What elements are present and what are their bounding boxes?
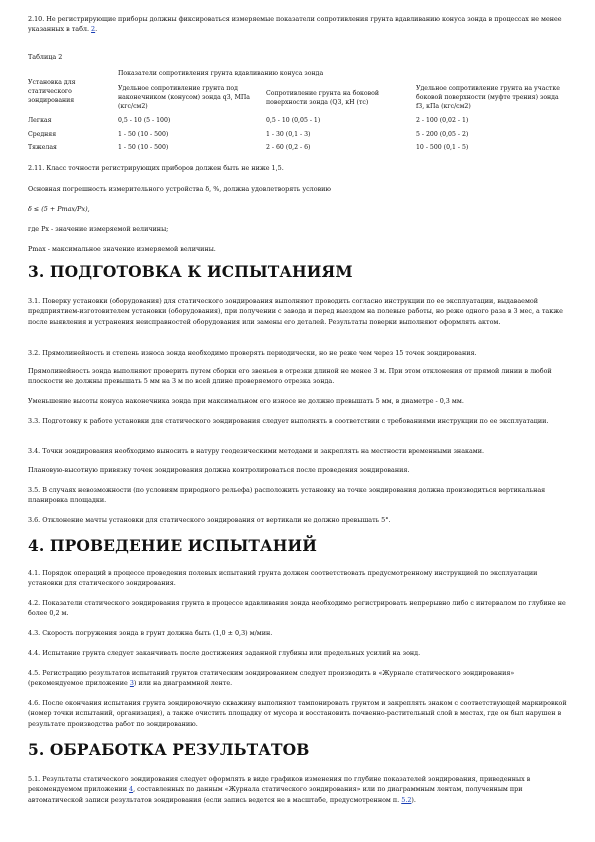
- paragraph-4-3: 4.3. Скорость погружения зонда в грунт должна быть (1,0 ± 0,3) м/мин.: [28, 629, 273, 637]
- table-cell: Средняя: [28, 131, 57, 138]
- paragraph-5-1: 5.1. Результаты статического зондирования следует оформлять в виде графиков изменения по глубине показателей зондирования, приведенных в рекомендуемом приложении 4, составленных по данным «Журнала статического зондирования» или по диаграммным лентам, полученным при автоматической записи результатов зондирования (если запись ведется не в масштабе, предусмотренном п. 5.2).: [28, 775, 531, 804]
- table-header-cell: Сопротивление грунта на боковой поверхности зонда (Q3, кН (тс): [266, 90, 379, 106]
- paragraph-binding-control: Плановую-высотную привязку точек зондирования должна контролироваться после проведения зондирования.: [28, 466, 410, 474]
- paragraph-4-4: 4.4. Испытание грунта следует заканчивать после достижения заданной глубины или предельных усилий на зонд.: [28, 649, 421, 657]
- paragraph-cone-wear: Уменьшение высоты конуса наконечника зонда при максимальном его износе не должно превышать 5 мм, в диаметре - 0,3 мм.: [28, 397, 464, 405]
- paragraph-3-5: 3.5. В случаях невозможности (по условиям природного рельефа) расположить установку на точке зондирования должна производиться вертикальная планировка площадки.: [28, 486, 546, 505]
- table-header-cell: Удельное сопротивление грунта на участке боковой поверхности (муфте трения) зонда f3, кПа (кгс/см2): [416, 85, 560, 110]
- paragraph-3-2: 3.2. Прямолинейность и степень износа зонда необходимо проверять периодически, но не реже чем через 15 точек зондирования.: [28, 349, 477, 357]
- paragraph-3-6: 3.6. Отклонение мачты установки для статического зондирования от вертикали не должно превышать 5°.: [28, 516, 391, 524]
- table-header-cell: Установка для статического зондирования: [28, 79, 76, 104]
- table-cell: Легкая: [28, 117, 52, 124]
- paragraph-2-11: 2.11. Класс точности регистрирующих приборов должен быть не ниже 1,5.: [28, 164, 284, 172]
- section-heading-5: 5. ОБРАБОТКА РЕЗУЛЬТАТОВ: [28, 740, 310, 759]
- paragraph-4-1: 4.1. Порядок операций в процессе проведения полевых испытаний грунта должен соответствовать предусмотренному инструкцией по эксплуатации установки для статического зондирования.: [28, 569, 538, 588]
- table-cell: 1 - 30 (0,1 - 3): [266, 131, 311, 138]
- table-group-header: Показатели сопротивления грунта вдавливанию конуса зонда: [118, 70, 324, 77]
- table-cell: 1 - 50 (10 - 500): [118, 144, 169, 151]
- paragraph-3-4: 3.4. Точки зондирования необходимо выносить в натуру геодезическими методами и закреплять на местности временными знаками.: [28, 447, 485, 455]
- table-cell: 2 - 60 (0,2 - 6): [266, 144, 311, 151]
- paragraph-error-condition: Основная погрешность измерительного устройства δ, %, должна удовлетворять условию: [28, 185, 331, 193]
- clause-link-5-2[interactable]: 5.2: [401, 795, 412, 804]
- table-cell: 0,5 - 10 (0,05 - 1): [266, 117, 321, 124]
- appendix-link-3[interactable]: 3: [129, 679, 134, 688]
- paragraph-4-5: 4.5. Регистрацию результатов испытаний грунтов статическим зондированием следует производить в «Журнале статического зондирования» (рекомендуемое приложение 3) или на диаграммной ленте.: [28, 669, 515, 688]
- paragraph-3-1: 3.1. Поверку установки (оборудования) для статического зондирования выполняют проводить согласно инструкции по ее эксплуатации, выдаваемой предприятием-изготовителем установки (оборудования), при получении с завода и перед выездом на полевые работы, но реже одного раза в 3 мес, а также после выявления и устранения неисправностей оборудования или замены его деталей. Результаты поверки выполняют оформлять актом.: [28, 297, 563, 326]
- section-heading-4: 4. ПРОВЕДЕНИЕ ИСПЫТАНИЙ: [28, 536, 318, 555]
- appendix-link-4[interactable]: 4: [129, 785, 134, 794]
- table-caption: Таблица 2: [28, 53, 63, 61]
- paragraph-3-3: 3.3. Подготовку к работе установки для статического зондирования следует выполнять в соответствии с требованиями инструкции по ее эксплуатации.: [28, 417, 549, 425]
- table-cell: Тяжелая: [28, 144, 57, 151]
- paragraph-2-10: 2.10. Не регистрирующие приборы должны фиксироваться измеряемые показатели сопротивления грунта вдавливанию конуса зонда в процессах не менее указанных в табл. 2.: [28, 15, 562, 34]
- paragraph-px-definition: где Px - значение измеряемой величины;: [28, 225, 169, 233]
- formula: δ ≤ (5 + Pmax/Px),: [28, 205, 90, 213]
- table-cell: 10 - 500 (0,1 - 5): [416, 144, 469, 151]
- paragraph-4-2: 4.2. Показатели статического зондирования грунта в процессе вдавливания зонда необходимо регистрировать непрерывно либо с интервалом по глубине не более 0,2 м.: [28, 599, 566, 618]
- paragraph-pmax-definition: Pmax - максимальное значение измеряемой величины.: [28, 245, 216, 253]
- table-cell: 5 - 200 (0,05 - 2): [416, 131, 469, 138]
- table-cell: 2 - 100 (0,02 - 1): [416, 117, 469, 124]
- section-heading-3: 3. ПОДГОТОВКА К ИСПЫТАНИЯМ: [28, 262, 353, 281]
- table-header-cell: Удельное сопротивление грунта под наконечником (конусом) зонда q3, МПа (кгс/см2): [118, 85, 250, 110]
- table-cell: 0,5 - 10 (5 - 100): [118, 117, 171, 124]
- paragraph-4-6: 4.6. После окончания испытания грунта зондировочную скважину выполняют тампонировать грунтом и закреплять знаком с соответствующей маркировкой (номер точки испытаний, организация), а также очистить площадку от мусора и восстановить почвенно-растительный слой в местах, где он был нарушен в результате производства работ по зондированию.: [28, 699, 567, 728]
- appendix-link-2[interactable]: 2: [91, 25, 96, 34]
- table-cell: 1 - 50 (10 - 500): [118, 131, 169, 138]
- paragraph-straightness: Прямолинейность зонда выполняют проверить путем сборки его звеньев в отрезки длиной не менее 3 м. При этом отклонения от прямой линии в любой плоскости не должны превышать 5 мм на 3 м по всей длине проверяемого отрезка зонда.: [28, 367, 552, 386]
